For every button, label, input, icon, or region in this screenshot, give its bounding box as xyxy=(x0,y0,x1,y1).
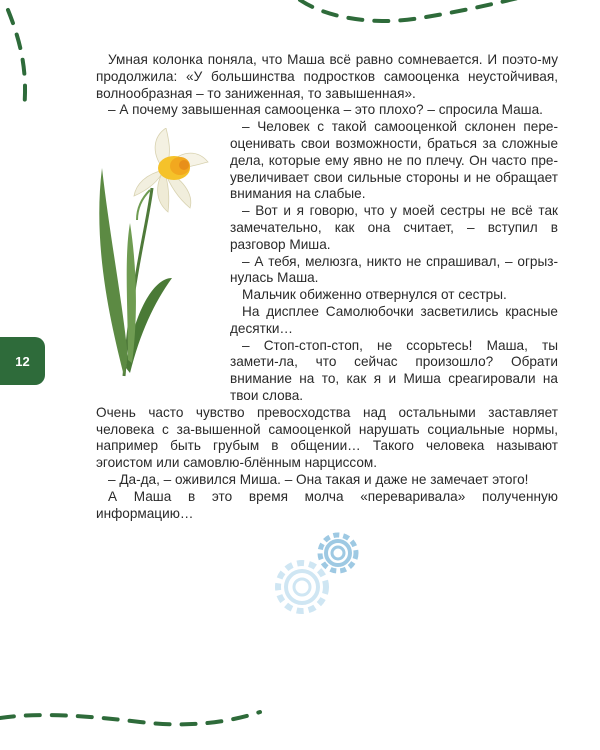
paragraph: – Вот и я говорю, что у моей сестры не всё так замечательно, как она считает, – вступил в разговор Миша. xyxy=(230,203,558,252)
paragraph: – Человек с такой самооценкой склонен пере-оценивать свои возможности, браться за сложные дела, которые ему явно не по плечу. Он часто пре-увеличивает свои сильные стороны и не обращает внимания на слабые. xyxy=(230,119,558,202)
paragraph: – Стоп-стоп-стоп, не ссорьтесь! Маша, ты замети-ла, что сейчас произошло? Обрати внимание на то, как я и Миша среагировали на твои слова. xyxy=(230,337,558,403)
paragraph: Мальчик обиженно отвернулся от сестры. xyxy=(242,287,507,303)
paragraph: – Да-да, – оживился Миша. – Она такая и даже не замечает этого! xyxy=(108,471,529,487)
story-text xyxy=(96,52,558,522)
paragraph: Очень часто чувство превосходства над остальными заставляет человека с за-вышенной самооценкой нарушать социальные нормы, например быть грубым в общении… Такого человека называют эгоистом или самовлю-блённым нарциссом. xyxy=(96,404,558,471)
paragraph: А Маша в это время молча «переваривала» полученную информацию… xyxy=(96,488,558,521)
paragraph: – А тебя, мелюзга, никто не спрашивал, – огрыз-нулась Маша. xyxy=(230,253,558,286)
paragraph: Умная колонка поняла, что Маша всё равно сомневается. И поэто-му продолжила: «У большинства подростков самооценка неустойчивая, волнообразная – то заниженная, то завышенная». xyxy=(96,52,558,101)
text-wrapped-around-flower xyxy=(230,119,558,405)
paragraph: На дисплее Самолюбочки засветились красные десятки… xyxy=(230,303,558,336)
page-number: 12 xyxy=(15,353,30,369)
paragraph: – А почему завышенная самооценка – это плохо? – спросила Маша. xyxy=(108,102,543,118)
page-number-tab xyxy=(0,337,45,385)
gears-icon xyxy=(268,525,368,620)
